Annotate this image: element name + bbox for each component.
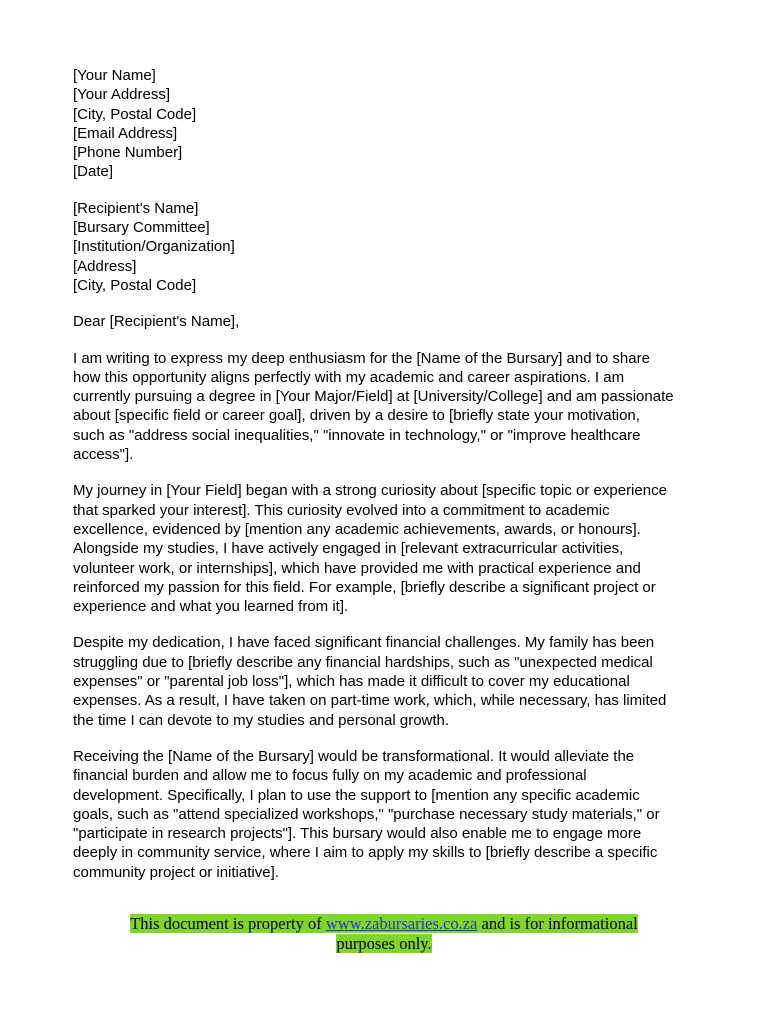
sender-address-block [73,66,713,182]
paragraph-line: how this opportunity aligns perfectly with my academic and career aspirations. I am [73,368,625,386]
paragraph-line: reinforced my passion for this field. For example, [briefly describe a significant project or [73,578,656,596]
property-notice [0,914,768,954]
paragraph-line: expenses" or "parental job loss"], which has made it difficult to cover my educational [73,673,630,691]
spacer [73,182,713,199]
paragraph-line: I am writing to express my deep enthusiasm for the [Name of the Bursary] and to share [73,349,650,367]
paragraph-line: experience and what you learned from it]. [73,598,349,616]
paragraph-intro [73,349,713,465]
recipient-institution: [Institution/Organization] [73,238,235,256]
property-notice-line-1 [0,914,768,934]
paragraph-line: development. Specifically, I plan to use the support to [mention any specific academic [73,786,640,804]
paragraph-line: deeply in community service, where I aim to apply my skills to [briefly describe a specific [73,844,658,862]
paragraph-journey [73,481,713,616]
letter-date: [Date] [73,163,114,181]
sender-name: [Your Name] [73,67,156,84]
notice-suffix: and is for informational [477,914,638,933]
paragraph-line: Alongside my studies, I have actively engaged in [relevant extracurricular activities, [73,540,624,558]
salutation: Dear [Recipient's Name], [73,313,240,331]
paragraph-line: struggling due to [briefly describe any financial hardships, such as "unexpected medical [73,653,653,671]
paragraph-line: goals, such as "attend specialized workshops," "purchase necessary study materials," or [73,805,660,823]
notice-prefix: This document is property of [130,914,326,933]
spacer [73,295,713,312]
recipient-name: [Recipient's Name] [73,199,199,217]
sender-email: [Email Address] [73,124,178,142]
paragraph-line: community project or initiative]. [73,863,279,881]
sender-address: [Your Address] [73,86,171,104]
paragraph-line: Receiving the [Name of the Bursary] would be transformational. It would alleviate the [73,747,635,765]
notice-highlight [130,914,638,933]
paragraph-line: My journey in [Your Field] began with a strong curiosity about [specific topic or experience [73,482,667,500]
paragraph-line: excellence, evidenced by [mention any academic achievements, awards, or honours]. [73,520,641,538]
paragraph-line: the time I can devote to my studies and personal growth. [73,711,450,729]
paragraph-line: "participate in research projects"]. This bursary would also enable me to engage more [73,825,642,843]
paragraph-line: currently pursuing a degree in [Your Major/Field] at [University/College] and am passionate [73,388,674,406]
recipient-committee: [Bursary Committee] [73,219,210,237]
paragraph-line: expenses. As a result, I have taken on part-time work, which, while necessary, has limited [73,692,667,710]
website-link[interactable]: www.zabursaries.co.za [325,914,478,933]
notice-highlight: purposes only. [336,934,432,953]
sender-phone: [Phone Number] [73,144,183,162]
property-notice-line-2 [0,934,768,954]
paragraph-line: volunteer work, or internships], which have provided me with practical experience and [73,559,641,577]
paragraph-financial-challenges [73,633,713,729]
sender-city-postal: [City, Postal Code] [73,105,197,123]
recipient-address: [Address] [73,257,137,275]
paragraph-line: that sparked your interest]. This curiosity evolved into a commitment to academic [73,501,610,519]
paragraph-line: access"]. [73,446,134,464]
letter-body [73,66,713,899]
paragraph-line: Despite my dedication, I have faced significant financial challenges. My family has been [73,634,655,652]
paragraph-line: such as "address social inequalities," "innovate in technology," or "improve healthcare [73,426,641,444]
recipient-address-block [73,199,713,295]
paragraph-bursary-impact [73,747,713,882]
recipient-city-postal: [City, Postal Code] [73,276,197,294]
paragraph-line: about [specific field or career goal], driven by a desire to [briefly state your motivation, [73,407,640,425]
paragraph-line: financial burden and allow me to focus fully on my academic and professional [73,767,587,785]
